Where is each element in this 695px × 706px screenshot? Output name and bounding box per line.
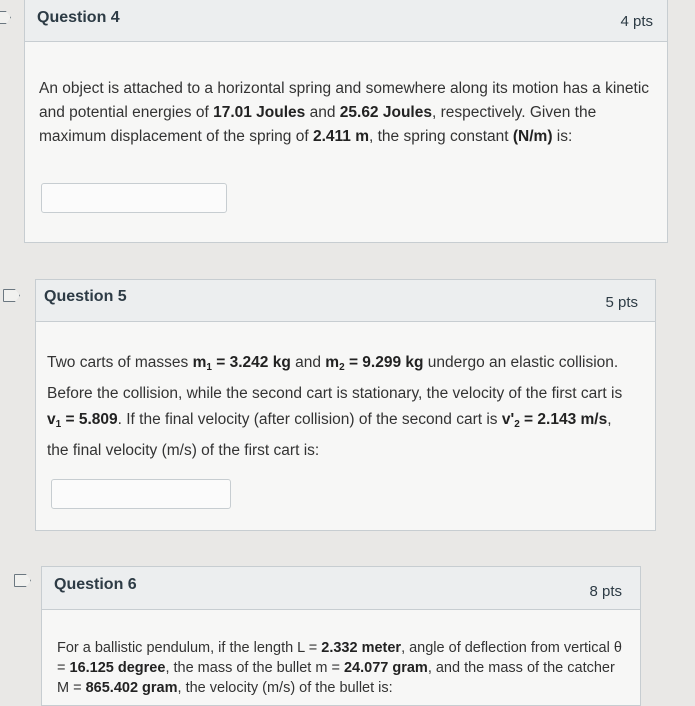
- question-6-header: [42, 567, 640, 610]
- question-5-card: [35, 279, 656, 531]
- question-points: 4 pts: [620, 13, 653, 30]
- question-6-card: [41, 566, 641, 706]
- question-text: An object is attached to a horizontal spring and somewhere along its motion has a kinetic and potential energies of 17.01 Joules and 25.62 Joules, respectively. Given the maximum displacement of the spring of 2.411 m, the spring constant (N/m) is:: [39, 80, 650, 145]
- question-text: For a ballistic pendulum, if the length L = 2.332 meter, angle of deflection from vertical θ = 16.125 degree, the mass of the bullet m = 24.077 gram, and the mass of the catcher M = 865.402 gram, the velocity (m/s) of the bullet is:: [57, 640, 622, 696]
- flag-question-icon[interactable]: [0, 11, 11, 24]
- question-title: Question 5: [44, 288, 127, 305]
- question-title: Question 4: [37, 9, 120, 26]
- question-text: Two carts of masses $m_1 = 3.242$ kg and $m_2 = 9.299$ kg undergo an elastic collision. Before the collision, while the second cart is stationary, the velocity of the first cart is $v_1 = 5.809$. If the final velocity (after collision) of the second cart is $v'_2 = 2.143$ m/s, the final velocity (m/s) of the first cart is:: [47, 354, 623, 459]
- flag-question-icon[interactable]: [3, 289, 20, 302]
- flag-question-icon[interactable]: [14, 574, 31, 587]
- question-title: Question 6: [54, 576, 137, 593]
- question-5-header: [36, 280, 655, 322]
- answer-input[interactable]: [41, 183, 227, 213]
- question-4-card: [24, 0, 668, 243]
- question-points: 5 pts: [605, 294, 638, 311]
- answer-input[interactable]: [51, 479, 231, 509]
- question-points: 8 pts: [589, 583, 622, 600]
- question-4-header: [25, 0, 667, 42]
